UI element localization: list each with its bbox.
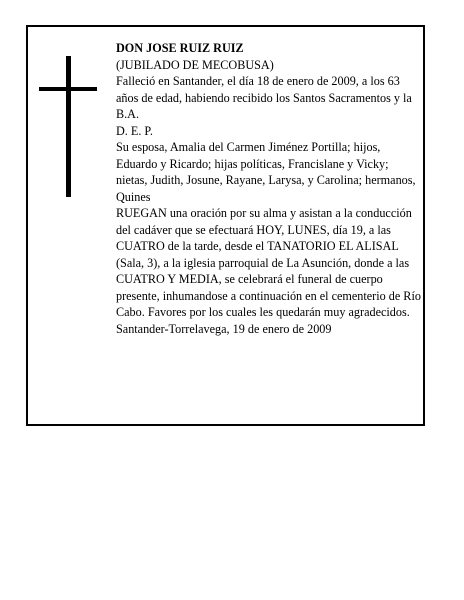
cross-horizontal-bar <box>39 87 97 91</box>
notice-text <box>116 40 421 337</box>
deceased-occupation: (JUBILADO DE MECOBUSA) <box>116 57 274 72</box>
deceased-name: DON JOSE RUIZ RUIZ <box>116 41 244 55</box>
funeral-request: RUEGAN una oración por su alma y asistan a la conducción del cadáver que se efectuará HOY, LUNES, día 19, a las CUATRO de la tarde, desde el TANATORIO EL ALISAL (Sala, 3), a la iglesia parroquial de La Asunción, donde a las CUATRO Y MEDIA, se celebrará el funeral de cuerpo presente, inhumandose a continuación en el cementerio de Río Cabo. Favores por los cuales les quedarán muy agradecidos. <box>116 206 421 319</box>
obituary-notice <box>26 25 425 426</box>
place-and-date: Santander-Torrelavega, 19 de enero de 2009 <box>116 321 332 336</box>
death-details: Falleció en Santander, el día 18 de enero de 2009, a los 63 años de edad, habiendo recibido los Santos Sacramentos y la B.A. <box>116 74 412 121</box>
family-list: Su esposa, Amalia del Carmen Jiménez Portilla; hijos, Eduardo y Ricardo; hijas políticas, Francislane y Vicky; nietas, Judith, Josune, Rayane, Larysa, y Carolina; hermanos, Quines <box>116 140 416 204</box>
cross-vertical-bar <box>66 56 71 197</box>
dep-abbreviation: D. E. P. <box>116 123 153 138</box>
